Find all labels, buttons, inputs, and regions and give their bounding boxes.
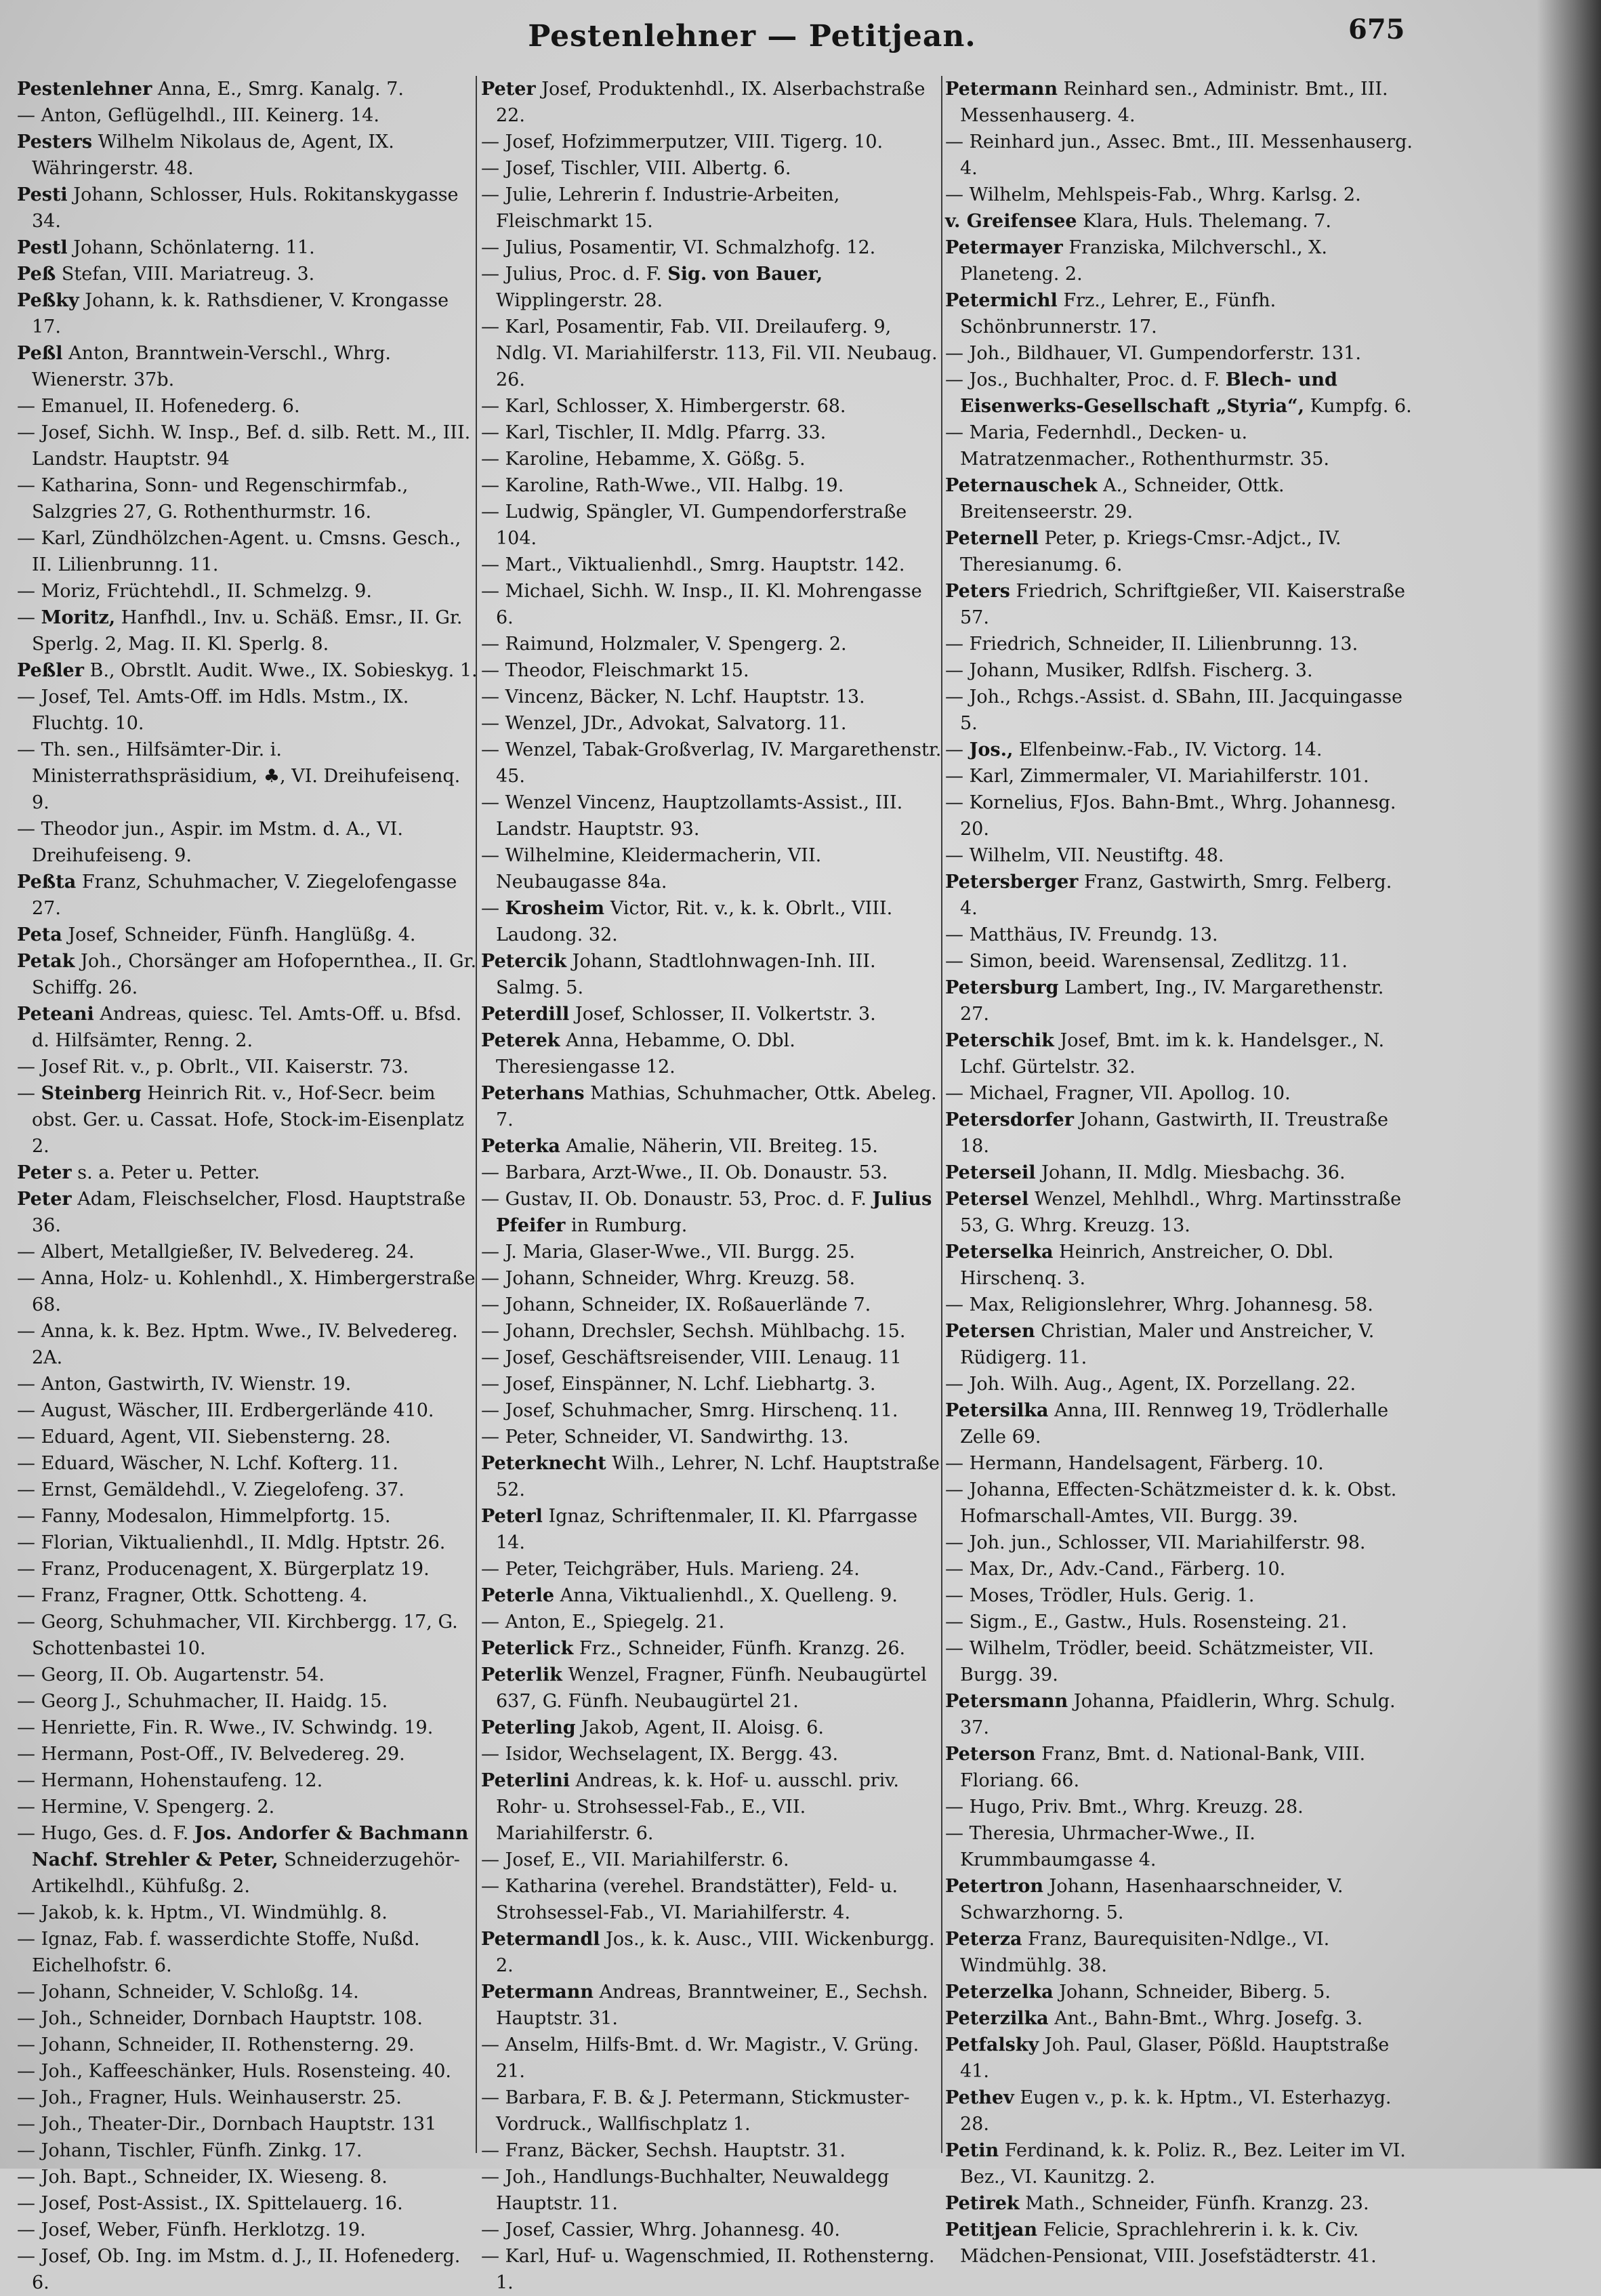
directory-entry: — Hermann, Hohenstaufeng. 12. (17, 1770, 323, 1791)
directory-entry: — Georg J., Schuhmacher, II. Haidg. 15. (17, 1691, 388, 1712)
directory-entry: Petersilka Anna, III. Rennweg 19, Trödlerhalle Zelle 69. (945, 1400, 1389, 1448)
directory-entry: Pethev Eugen v., p. k. k. Hptm., VI. Esterhazyg. 28. (945, 2087, 1392, 2135)
directory-entry: — Max, Dr., Adv.-Cand., Färberg. 10. (945, 1559, 1286, 1580)
directory-entry: Pestenlehner Anna, E., Smrg. Kanalg. 7. (17, 79, 404, 100)
directory-entry: Peterlick Frz., Schneider, Fünfh. Kranzg. 26. (481, 1638, 906, 1659)
directory-entry: — Moriz, Früchtehdl., II. Schmelzg. 9. (17, 581, 372, 602)
directory-entry: — Matthäus, IV. Freundg. 13. (945, 924, 1218, 945)
directory-entry: — Gustav, II. Ob. Donaustr. 53, Proc. d. F. Julius Pfeifer in Rumburg. (481, 1189, 932, 1236)
directory-entry: — Albert, Metallgießer, IV. Belvedereg. 24. (17, 1242, 415, 1263)
directory-entry: — Josef, Tel. Amts-Off. im Hdls. Mstm., IX. Fluchtg. 10. (17, 686, 409, 734)
directory-entry: — Barbara, Arzt-Wwe., II. Ob. Donaustr. 53. (481, 1162, 888, 1183)
directory-entry: — Johann, Schneider, V. Schloßg. 14. (17, 1982, 359, 2003)
directory-entry: — Josef, Weber, Fünfh. Herklotzg. 19. (17, 2219, 366, 2240)
directory-entry: — Theodor, Fleischmarkt 15. (481, 660, 749, 681)
running-title: Pestenlehner — Petitjean. (528, 19, 976, 54)
directory-entry: Petersmann Johanna, Pfaidlerin, Whrg. Schulg. 37. (945, 1691, 1396, 1738)
directory-entry: Peterling Jakob, Agent, II. Aloisg. 6. (481, 1717, 824, 1738)
directory-entry: — Isidor, Wechselagent, IX. Bergg. 43. (481, 1744, 839, 1765)
page-edge-shadow (1537, 0, 1601, 2169)
directory-entry: — Julius, Posamentir, VI. Schmalzhofg. 12. (481, 237, 876, 258)
directory-entry: — Hugo, Priv. Bmt., Whrg. Kreuzg. 28. (945, 1797, 1304, 1818)
directory-entry: — Kornelius, FJos. Bahn-Bmt., Whrg. Johannesg. 20. (945, 792, 1396, 840)
directory-entry: — Th. sen., Hilfsämter-Dir. i. Ministerrathspräsidium, ♣, VI. Dreihufeisenq. 9. (17, 739, 461, 813)
directory-entry: — Karoline, Hebamme, X. Gößg. 5. (481, 449, 806, 470)
directory-entry: Petersdorfer Johann, Gastwirth, II. Treustraße 18. (945, 1109, 1388, 1157)
directory-entry: — Ludwig, Spängler, VI. Gumpendorferstraße 104. (481, 501, 907, 549)
directory-entry: Petermandl Jos., k. k. Ausc., VIII. Wickenburgg. 2. (481, 1929, 935, 1976)
directory-entry: — Georg, II. Ob. Augartenstr. 54. (17, 1664, 325, 1685)
directory-entry: — Joh., Kaffeeschänker, Huls. Rosensteing. 40. (17, 2061, 451, 2082)
directory-entry: — Georg, Schuhmacher, VII. Kirchbergg. 17, G. Schottenbastei 10. (17, 1612, 458, 1659)
directory-entry: Petermann Andreas, Branntweiner, E., Sechsh. Hauptstr. 31. (481, 1982, 928, 2029)
directory-entry: — Reinhard jun., Assec. Bmt., III. Messenhauserg. 4. (945, 131, 1413, 179)
directory-entry: — Josef Rit. v., p. Obrlt., VII. Kaiserstr. 73. (17, 1057, 409, 1078)
directory-entry: — Josef, Hofzimmerputzer, VIII. Tigerg. 10. (481, 131, 883, 152)
directory-entry: — Franz, Bäcker, Sechsh. Hauptstr. 31. (481, 2140, 846, 2161)
directory-entry: Petermayer Franziska, Milchverschl., X. Planeteng. 2. (945, 237, 1327, 285)
directory-entry: Peterle Anna, Viktualienhdl., X. Quelleng. 9. (481, 1585, 898, 1606)
directory-entry: — Joh., Theater-Dir., Dornbach Hauptstr. 131 (17, 2114, 437, 2135)
directory-entry: — Peter, Schneider, VI. Sandwirthg. 13. (481, 1427, 849, 1448)
directory-entry: Petirek Math., Schneider, Fünfh. Kranzg. 23. (945, 2193, 1369, 2214)
directory-entry: — Hermann, Handelsagent, Färberg. 10. (945, 1453, 1324, 1474)
directory-entry: — Mart., Viktualienhdl., Smrg. Hauptstr. 142. (481, 554, 905, 575)
directory-entry: Peterek Anna, Hebamme, O. Dbl. Theresiengasse 12. (481, 1030, 795, 1078)
directory-entry: — Wenzel Vincenz, Hauptzollamts-Assist., III. Landstr. Hauptstr. 93. (481, 792, 903, 840)
directory-entry: — Florian, Viktualienhdl., II. Mdlg. Hptstr. 26. (17, 1532, 446, 1553)
directory-entry: — Karl, Zündhölzchen-Agent. u. Cmsns. Gesch., II. Lilienbrunng. 11. (17, 528, 461, 575)
directory-entry: — Joh. Wilh. Aug., Agent, IX. Porzellang. 22. (945, 1374, 1356, 1395)
directory-entry: — Steinberg Heinrich Rit. v., Hof-Secr. beim obst. Ger. u. Cassat. Hofe, Stock-im-Eisenplatz 2. (17, 1083, 464, 1157)
directory-entry: Peterknecht Wilh., Lehrer, N. Lchf. Hauptstraße 52. (481, 1453, 940, 1500)
directory-entry: Pesters Wilhelm Nikolaus de, Agent, IX. Währingerstr. 48. (17, 131, 394, 179)
directory-entry: — Karl, Zimmermaler, VI. Mariahilferstr. 101. (945, 766, 1369, 787)
directory-entry: Petin Ferdinand, k. k. Poliz. R., Bez. Leiter im VI. Bez., VI. Kaunitzg. 2. (945, 2140, 1406, 2188)
directory-entry: Petak Joh., Chorsänger am Hofopernthea., II. Gr. Schiffg. 26. (17, 951, 477, 998)
directory-entry: Petertron Johann, Hasenhaarschneider, V. Schwarzhorng. 5. (945, 1876, 1344, 1923)
directory-entry: — J. Maria, Glaser-Wwe., VII. Burgg. 25. (481, 1242, 856, 1263)
directory-entry: — Josef, Ob. Ing. im Mstm. d. J., II. Hofenederg. 6. (17, 2246, 461, 2293)
directory-entry: Peterzilka Ant., Bahn-Bmt., Whrg. Josefg. 3. (945, 2008, 1363, 2029)
directory-entry: — Krosheim Victor, Rit. v., k. k. Obrlt., VIII. Laudong. 32. (481, 898, 893, 945)
directory-entry: — Fanny, Modesalon, Himmelpfortg. 15. (17, 1506, 391, 1527)
directory-column-2 (481, 76, 942, 2293)
directory-entry: — Karl, Posamentir, Fab. VII. Dreilauferg. 9, Ndlg. VI. Mariahilferstr. 113, Fil. VII. Neubaug. 26. (481, 316, 938, 390)
directory-entry: Peterlik Wenzel, Fragner, Fünfh. Neubaugürtel 637, G. Fünfh. Neubaugürtel 21. (481, 1664, 927, 1712)
directory-entry: Peterlini Andreas, k. k. Hof- u. ausschl. priv. Rohr- u. Strohsessel-Fab., E., VII. Mariahilferstr. 6. (481, 1770, 899, 1844)
directory-entry: — Franz, Producenagent, X. Bürgerplatz 19. (17, 1559, 430, 1580)
directory-entry: — Joh., Schneider, Dornbach Hauptstr. 108. (17, 2008, 423, 2029)
directory-entry: — Jos., Elfenbeinw.-Fab., IV. Victorg. 14. (945, 739, 1323, 760)
directory-entry: — Joh. Bapt., Schneider, IX. Wieseng. 8. (17, 2167, 388, 2188)
directory-column-1 (17, 76, 478, 2293)
directory-entry: — Sigm., E., Gastw., Huls. Rosensteing. 21. (945, 1612, 1348, 1633)
directory-entry: Peteani Andreas, quiesc. Tel. Amts-Off. u. Bfsd. d. Hilfsämter, Renng. 2. (17, 1004, 462, 1051)
directory-entry: — Michael, Sichh. W. Insp., II. Kl. Mohrengasse 6. (481, 581, 922, 628)
directory-entry: — Karl, Huf- u. Wagenschmied, II. Rothensterng. 1. (481, 2246, 935, 2293)
directory-entry: Peterka Amalie, Näherin, VII. Breiteg. 15. (481, 1136, 878, 1157)
directory-entry: — Katharina (verehel. Brandstätter), Feld- u. Strohsessel-Fab., VI. Mariahilferstr. 4. (481, 1876, 898, 1923)
directory-entry: Peta Josef, Schneider, Fünfh. Hanglüßg. 4. (17, 924, 416, 945)
directory-entry: — Karl, Schlosser, X. Himbergerstr. 68. (481, 396, 846, 417)
directory-entry: Peternauschek A., Schneider, Ottk. Breitenseerstr. 29. (945, 475, 1285, 522)
directory-entry: — Anna, Holz- u. Kohlenhdl., X. Himbergerstraße 68. (17, 1268, 476, 1315)
directory-entry: Peter Josef, Produktenhdl., IX. Alserbachstraße 22. (481, 79, 926, 126)
directory-entry: — Josef, Einspänner, N. Lchf. Liebhartg. 3. (481, 1374, 876, 1395)
directory-entry: Petersen Christian, Maler und Anstreicher, V. Rüdigerg. 11. (945, 1321, 1375, 1368)
directory-entry: — Ernst, Gemäldehdl., V. Ziegelofeng. 37. (17, 1479, 404, 1500)
directory-entry: Petermann Reinhard sen., Administr. Bmt., III. Messenhauserg. 4. (945, 79, 1388, 126)
directory-entry: — Joh., Bildhauer, VI. Gumpendorferstr. 131. (945, 343, 1361, 364)
directory-entry: Peters Friedrich, Schriftgießer, VII. Kaiserstraße 57. (945, 581, 1405, 628)
directory-entry: — Josef, Sichh. W. Insp., Bef. d. silb. Rett. M., III. Landstr. Hauptstr. 94 (17, 422, 471, 470)
directory-entry: — Anton, Geflügelhdl., III. Keinerg. 14. (17, 105, 379, 126)
directory-entry: Petfalsky Joh. Paul, Glaser, Pößld. Hauptstraße 41. (945, 2034, 1390, 2082)
directory-entry: — Eduard, Wäscher, N. Lchf. Kofterg. 11. (17, 1453, 398, 1474)
directory-entry: — Wilhelm, Trödler, beeid. Schätzmeister, VII. Burgg. 39. (945, 1638, 1374, 1685)
directory-entry: Peternell Peter, p. Kriegs-Cmsr.-Adjct., IV. Theresianumg. 6. (945, 528, 1342, 575)
directory-entry: — Barbara, F. B. & J. Petermann, Stickmuster-Vordruck., Wallfischplatz 1. (481, 2087, 910, 2135)
directory-entry: — Franz, Fragner, Ottk. Schotteng. 4. (17, 1585, 368, 1606)
directory-entry: — Anselm, Hilfs-Bmt. d. Wr. Magistr., V. Grüng. 21. (481, 2034, 919, 2082)
directory-entry: Peterza Franz, Baurequisiten-Ndlge., VI. Windmühlg. 38. (945, 1929, 1330, 1976)
directory-entry: Peß Stefan, VIII. Mariatreug. 3. (17, 264, 315, 285)
directory-entry: — Hermann, Post-Off., IV. Belvedereg. 29. (17, 1744, 405, 1765)
directory-entry: — Julius, Proc. d. F. Sig. von Bauer, Wipplingerstr. 28. (481, 264, 823, 311)
directory-entry: — Josef, Geschäftsreisender, VIII. Lenaug. 11 (481, 1347, 902, 1368)
directory-entry: — Wilhelm, Mehlspeis-Fab., Whrg. Karlsg. 2. (945, 184, 1361, 205)
directory-entry: Peterl Ignaz, Schriftenmaler, II. Kl. Pfarrgasse 14. (481, 1506, 918, 1553)
directory-entry: Peterschik Josef, Bmt. im k. k. Handelsger., N. Lchf. Gürtelstr. 32. (945, 1030, 1385, 1078)
directory-entry: Peterselka Heinrich, Anstreicher, O. Dbl. Hirschenq. 3. (945, 1242, 1334, 1289)
directory-entry: Petersel Wenzel, Mehlhdl., Whrg. Martinsstraße 53, G. Whrg. Kreuzg. 13. (945, 1189, 1402, 1236)
directory-entry: — Josef, Cassier, Whrg. Johannesg. 40. (481, 2219, 840, 2240)
directory-entry: — Joh. jun., Schlosser, VII. Mariahilferstr. 98. (945, 1532, 1366, 1553)
directory-entry: Petersberger Franz, Gastwirth, Smrg. Felberg. 4. (945, 872, 1392, 919)
directory-entry: Peterdill Josef, Schlosser, II. Volkertstr. 3. (481, 1004, 876, 1025)
directory-entry: Peßky Johann, k. k. Rathsdiener, V. Krongasse 17. (17, 290, 449, 337)
directory-entry: — August, Wäscher, III. Erdbergerlände 410. (17, 1400, 434, 1421)
directory-entry: — Jakob, k. k. Hptm., VI. Windmühlg. 8. (17, 1902, 388, 1923)
directory-entry: Peßler B., Obrstlt. Audit. Wwe., IX. Sobieskyg. 1. (17, 660, 478, 681)
directory-entry: — Johann, Schneider, Whrg. Kreuzg. 58. (481, 1268, 856, 1289)
directory-entry: Petersburg Lambert, Ing., IV. Margarethenstr. 27. (945, 977, 1384, 1025)
directory-entry: — Johann, Schneider, II. Rothensterng. 29. (17, 2034, 415, 2055)
directory-entry: — Karoline, Rath-Wwe., VII. Halbg. 19. (481, 475, 844, 496)
directory-entry: — Eduard, Agent, VII. Siebensterng. 28. (17, 1427, 391, 1448)
directory-entry: — Johann, Drechsler, Sechsh. Mühlbachg. 15. (481, 1321, 906, 1342)
directory-entry: — Anna, k. k. Bez. Hptm. Wwe., IV. Belvedereg. 2A. (17, 1321, 458, 1368)
directory-entry: — Johann, Tischler, Fünfh. Zinkg. 17. (17, 2140, 362, 2161)
directory-entry: — Josef, Schuhmacher, Smrg. Hirschenq. 11. (481, 1400, 898, 1421)
directory-entry: — Joh., Fragner, Huls. Weinhauserstr. 25. (17, 2087, 402, 2108)
directory-entry: Peter Adam, Fleischselcher, Flosd. Hauptstraße 36. (17, 1189, 466, 1236)
directory-entry: — Simon, beeid. Warensensal, Zedlitzg. 11. (945, 951, 1348, 972)
directory-entry: v. Greifensee Klara, Huls. Thelemang. 7. (945, 211, 1332, 232)
directory-entry: — Wenzel, Tabak-Großverlag, IV. Margarethenstr. 45. (481, 739, 942, 787)
directory-entry: — Josef, Post-Assist., IX. Spittelauerg. 16. (17, 2193, 403, 2214)
directory-entry: Peterseil Johann, II. Mdlg. Miesbachg. 36. (945, 1162, 1346, 1183)
directory-entry: — Wilhelmine, Kleidermacherin, VII. Neubaugasse 84a. (481, 845, 822, 893)
page-header (0, 14, 1601, 68)
directory-column-3 (945, 76, 1413, 2267)
directory-entry: Peterson Franz, Bmt. d. National-Bank, VIII. Floriang. 66. (945, 1744, 1366, 1791)
directory-entry: — Johann, Musiker, Rdlfsh. Fischerg. 3. (945, 660, 1313, 681)
directory-entry: — Friedrich, Schneider, II. Lilienbrunng. 13. (945, 634, 1358, 655)
directory-entry: — Johanna, Effecten-Schätzmeister d. k. k. Obst. Hofmarschall-Amtes, VII. Burgg. 39. (945, 1479, 1397, 1527)
directory-entry: Peßta Franz, Schuhmacher, V. Ziegelofengasse 27. (17, 872, 457, 919)
directory-entry: — Johann, Schneider, IX. Roßauerlände 7. (481, 1294, 871, 1315)
directory-entry: — Anton, E., Spiegelg. 21. (481, 1612, 725, 1633)
directory-entry: Pestl Johann, Schönlaterng. 11. (17, 237, 315, 258)
directory-entry: — Raimund, Holzmaler, V. Spengerg. 2. (481, 634, 847, 655)
directory-entry: — Hermine, V. Spengerg. 2. (17, 1797, 275, 1818)
directory-entry: — Michael, Fragner, VII. Apollog. 10. (945, 1083, 1291, 1104)
directory-entry: — Maria, Federnhdl., Decken- u. Matratzenmacher., Rothenthurmstr. 35. (945, 422, 1329, 470)
directory-entry: — Theresia, Uhrmacher-Wwe., II. Krummbaumgasse 4. (945, 1823, 1255, 1870)
directory-entry: — Ignaz, Fab. f. wasserdichte Stoffe, Nußd. Eichelhofstr. 6. (17, 1929, 420, 1976)
directory-entry: Petermichl Frz., Lehrer, E., Fünfh. Schönbrunnerstr. 17. (945, 290, 1276, 337)
directory-entry: — Peter, Teichgräber, Huls. Marieng. 24. (481, 1559, 860, 1580)
directory-entry: — Emanuel, II. Hofenederg. 6. (17, 396, 300, 417)
directory-entry: — Julie, Lehrerin f. Industrie-Arbeiten, Fleischmarkt 15. (481, 184, 840, 232)
directory-entry: Pesti Johann, Schlosser, Huls. Rokitanskygasse 34. (17, 184, 459, 232)
directory-entry: Peterhans Mathias, Schuhmacher, Ottk. Abeleg. 7. (481, 1083, 937, 1130)
directory-entry: — Jos., Buchhalter, Proc. d. F. Blech- und Eisenwerks-Gesellschaft „Styria“, Kumpfg. 6. (945, 369, 1412, 417)
directory-entry: — Katharina, Sonn- und Regenschirmfab., Salzgries 27, G. Rothenthurmstr. 16. (17, 475, 409, 522)
directory-entry: Petitjean Felicie, Sprachlehrerin i. k. k. Civ. Mädchen-Pensionat, VIII. Josefstädterstr. 41. (945, 2219, 1377, 2267)
directory-entry: — Anton, Gastwirth, IV. Wienstr. 19. (17, 1374, 352, 1395)
directory-entry: — Moses, Trödler, Huls. Gerig. 1. (945, 1585, 1255, 1606)
directory-entry: — Theodor jun., Aspir. im Mstm. d. A., VI. Dreihufeiseng. 9. (17, 819, 403, 866)
directory-entry: Petercik Johann, Stadtlohnwagen-Inh. III. Salmg. 5. (481, 951, 876, 998)
directory-entry: — Joh., Handlungs-Buchhalter, Neuwaldegg Hauptstr. 11. (481, 2167, 890, 2214)
directory-entry: — Max, Religionslehrer, Whrg. Johannesg. 58. (945, 1294, 1373, 1315)
directory-entry: — Josef, E., VII. Mariahilferstr. 6. (481, 1849, 789, 1870)
directory-entry: — Joh., Rchgs.-Assist. d. SBahn, III. Jacquingasse 5. (945, 686, 1402, 734)
directory-entry: Peterzelka Johann, Schneider, Biberg. 5. (945, 1982, 1331, 2003)
directory-entry: — Moritz, Hanfhdl., Inv. u. Schäß. Emsr., II. Gr. Sperlg. 2, Mag. II. Kl. Sperlg. 8. (17, 607, 463, 655)
directory-entry: — Wenzel, JDr., Advokat, Salvatorg. 11. (481, 713, 847, 734)
directory-entry: — Josef, Tischler, VIII. Albertg. 6. (481, 158, 791, 179)
directory-entry: — Wilhelm, VII. Neustiftg. 48. (945, 845, 1224, 866)
directory-entry: — Henriette, Fin. R. Wwe., IV. Schwindg. 19. (17, 1717, 434, 1738)
directory-entry: Peter s. a. Peter u. Petter. (17, 1162, 260, 1183)
page-number: 675 (1348, 14, 1405, 45)
directory-entry: — Karl, Tischler, II. Mdlg. Pfarrg. 33. (481, 422, 827, 443)
directory-entry: Peßl Anton, Branntwein-Verschl., Whrg. Wienerstr. 37b. (17, 343, 391, 390)
directory-entry: — Vincenz, Bäcker, N. Lchf. Hauptstr. 13. (481, 686, 865, 708)
directory-entry: — Hugo, Ges. d. F. Jos. Andorfer & Bachmann Nachf. Strehler & Peter, Schneiderzugehör-Artikelhdl., Kühfußg. 2. (17, 1823, 469, 1897)
